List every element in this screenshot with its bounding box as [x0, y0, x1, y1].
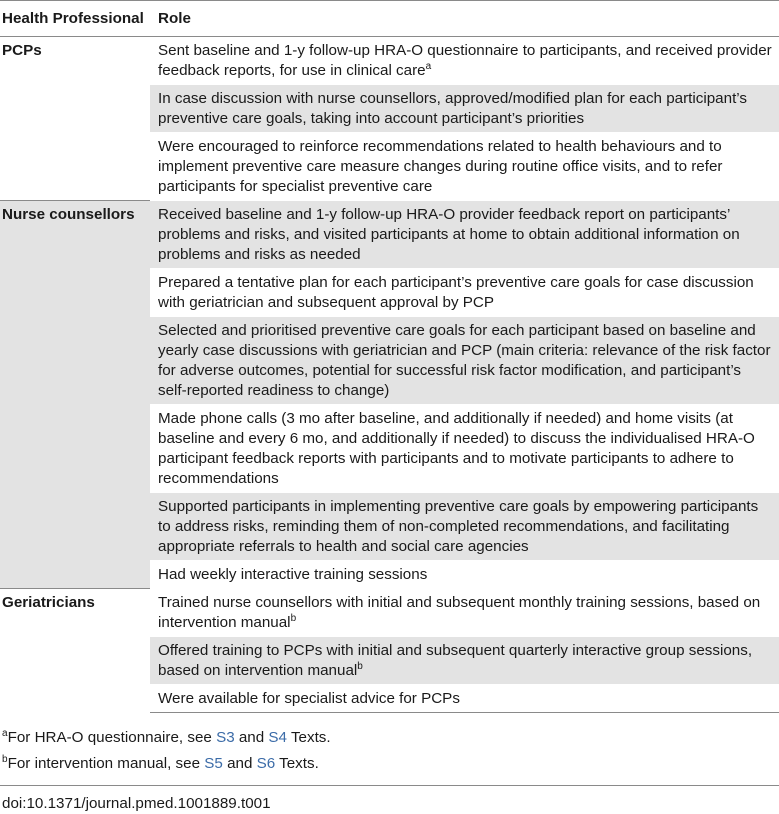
footnote-text: For HRA-O questionnaire, see	[7, 729, 217, 746]
role-text: Had weekly interactive training sessions	[158, 566, 428, 583]
role-text: Were encouraged to reinforce recommendations related to health behaviours and to implement preventive care measure changes during routine office visits, and to refer participants for specialist preventive care	[158, 138, 723, 195]
role-text: Trained nurse counsellors with initial and subsequent monthly training sessions, based on intervention manual	[158, 594, 761, 631]
role-cell	[150, 561, 779, 589]
role-cell	[150, 637, 779, 685]
role-text: Were available for specialist advice for PCPs	[158, 690, 460, 707]
role-text: Selected and prioritised preventive care goals for each participant based on baseline and yearly case discussions with geriatrician and PCP (main criteria: relevance of the risk factor for adverse outcomes, potential for successful risk factor modification, and participant’s self-reported readiness to change)	[158, 322, 771, 399]
role-text: In case discussion with nurse counsellors, approved/modified plan for each participant’s preventive care goals, taking into account participant’s priorities	[158, 90, 747, 127]
doi-line: doi:10.1371/journal.pmed.1001889.t001	[0, 785, 779, 814]
footnote-mark: b	[2, 754, 8, 765]
footnote-text: For intervention manual, see	[7, 755, 205, 772]
footnote-text: and	[222, 755, 257, 772]
professional-geriatricians: Geriatricians	[0, 589, 150, 713]
role-text: Prepared a tentative plan for each participant’s preventive care goals for case discussion with geriatrician and subsequent approval by PCP	[158, 274, 754, 311]
role-cell	[150, 685, 779, 713]
role-cell	[150, 317, 779, 405]
link-s4[interactable]: S4	[268, 729, 287, 746]
professional-nurse-counsellors: Nurse counsellors	[0, 201, 150, 589]
link-s3[interactable]: S3	[216, 729, 235, 746]
table-row	[0, 589, 779, 637]
footnote-text: Texts.	[287, 729, 331, 746]
header-role: Role	[150, 1, 779, 37]
link-s5[interactable]: S5	[204, 755, 223, 772]
role-cell	[150, 493, 779, 561]
role-text: Received baseline and 1-y follow-up HRA-O provider feedback report on participants’ problems and risks, and visited participants at home to obtain additional information on problems and risks as needed	[158, 206, 740, 263]
role-cell	[150, 269, 779, 317]
footnote-b	[2, 753, 779, 775]
role-text: Supported participants in implementing preventive care goals by empowering participants to address risks, reminding them of non-completed recommendations, and facilitating appropriate referrals to health and social care agencies	[158, 498, 759, 555]
role-cell	[150, 133, 779, 201]
footnote-mark: b	[290, 613, 297, 624]
role-text: Offered training to PCPs with initial and subsequent quarterly interactive group sessions, based on intervention manual	[158, 642, 753, 679]
role-cell	[150, 405, 779, 493]
footnote-mark: a	[425, 61, 432, 72]
professional-pcps: PCPs	[0, 37, 150, 201]
table-row	[0, 201, 779, 269]
role-cell	[150, 589, 779, 637]
footnote-a	[2, 727, 779, 749]
footnote-mark: b	[357, 661, 363, 672]
role-cell	[150, 201, 779, 269]
role-cell	[150, 37, 779, 85]
footnote-mark: a	[2, 728, 8, 739]
footnotes	[0, 713, 779, 775]
role-text: Sent baseline and 1-y follow-up HRA-O questionnaire to participants, and received provider feedback reports, for use in clinical care	[158, 42, 772, 79]
table-row	[0, 37, 779, 85]
role-text: Made phone calls (3 mo after baseline, and additionally if needed) and home visits (at baseline and every 6 mo, and additionally if needed) to discuss the individualised HRA-O participant feedback reports with participants and to motivate participants to adhere to recommendations	[158, 410, 755, 487]
link-s6[interactable]: S6	[256, 755, 276, 772]
role-cell	[150, 85, 779, 133]
header-row	[0, 1, 779, 37]
footnote-text: and	[234, 729, 269, 746]
header-health-professional: Health Professional	[0, 1, 150, 37]
footnote-text: Texts.	[275, 755, 319, 772]
